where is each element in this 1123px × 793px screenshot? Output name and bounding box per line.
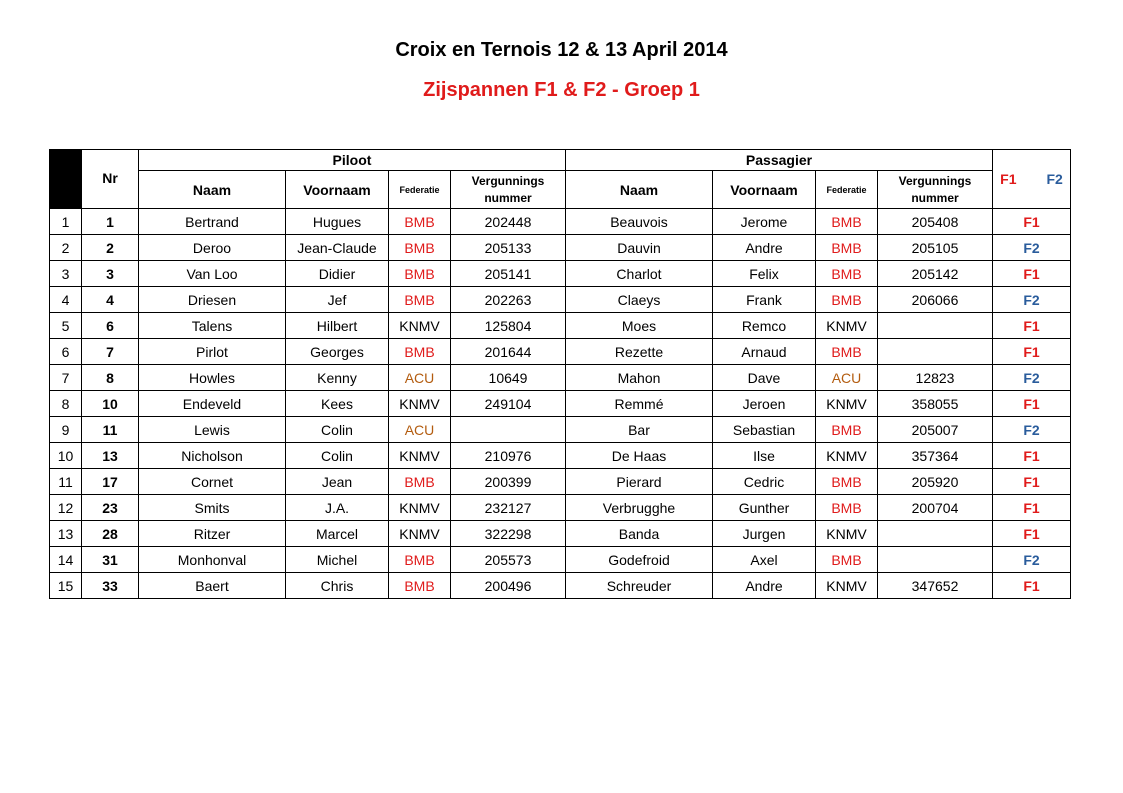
piloot-federatie: BMB xyxy=(389,573,451,599)
table-body xyxy=(50,209,1071,599)
row-class: F1 xyxy=(993,209,1071,235)
row-nr: 2 xyxy=(82,235,139,261)
passagier-federatie: BMB xyxy=(816,261,878,287)
piloot-voornaam: Marcel xyxy=(286,521,389,547)
registration-table xyxy=(49,149,1071,599)
passagier-naam: Charlot xyxy=(566,261,713,287)
header-verg-line2: nummer xyxy=(911,190,959,205)
passagier-voornaam: Andre xyxy=(713,573,816,599)
row-index: 15 xyxy=(50,573,82,599)
piloot-vergunning: 322298 xyxy=(451,521,566,547)
passagier-vergunning xyxy=(878,547,993,573)
passagier-naam: De Haas xyxy=(566,443,713,469)
table-row xyxy=(50,573,1071,599)
header-piloot-voornaam: Voornaam xyxy=(286,171,389,209)
row-index: 1 xyxy=(50,209,82,235)
header-passagier-federatie: Federatie xyxy=(816,171,878,209)
piloot-vergunning: 205573 xyxy=(451,547,566,573)
piloot-vergunning: 10649 xyxy=(451,365,566,391)
row-nr: 6 xyxy=(82,313,139,339)
passagier-federatie: KNMV xyxy=(816,391,878,417)
passagier-naam: Banda xyxy=(566,521,713,547)
piloot-federatie: KNMV xyxy=(389,391,451,417)
passagier-voornaam: Andre xyxy=(713,235,816,261)
row-class: F2 xyxy=(993,287,1071,313)
piloot-vergunning: 200496 xyxy=(451,573,566,599)
piloot-naam: Cornet xyxy=(139,469,286,495)
passagier-vergunning: 206066 xyxy=(878,287,993,313)
row-nr: 23 xyxy=(82,495,139,521)
page-subtitle: Zijspannen F1 & F2 - Groep 1 xyxy=(423,79,700,101)
row-index: 2 xyxy=(50,235,82,261)
row-class: F2 xyxy=(993,235,1071,261)
passagier-federatie: BMB xyxy=(816,417,878,443)
piloot-voornaam: Jef xyxy=(286,287,389,313)
piloot-voornaam: Colin xyxy=(286,417,389,443)
piloot-federatie: BMB xyxy=(389,235,451,261)
passagier-federatie: BMB xyxy=(816,547,878,573)
piloot-voornaam: Chris xyxy=(286,573,389,599)
passagier-federatie: BMB xyxy=(816,235,878,261)
header-black-cell xyxy=(50,150,82,209)
passagier-voornaam: Cedric xyxy=(713,469,816,495)
passagier-vergunning: 205920 xyxy=(878,469,993,495)
row-index: 12 xyxy=(50,495,82,521)
piloot-naam: Endeveld xyxy=(139,391,286,417)
row-class: F1 xyxy=(993,495,1071,521)
row-nr: 33 xyxy=(82,573,139,599)
header-passagier-naam: Naam xyxy=(566,171,713,209)
row-nr: 1 xyxy=(82,209,139,235)
passagier-vergunning: 347652 xyxy=(878,573,993,599)
header-verg-line1: Vergunnings xyxy=(898,173,972,188)
piloot-federatie: KNMV xyxy=(389,443,451,469)
piloot-voornaam: Michel xyxy=(286,547,389,573)
piloot-federatie: KNMV xyxy=(389,521,451,547)
passagier-vergunning: 357364 xyxy=(878,443,993,469)
row-index: 3 xyxy=(50,261,82,287)
table-row xyxy=(50,209,1071,235)
passagier-vergunning: 200704 xyxy=(878,495,993,521)
passagier-vergunning: 358055 xyxy=(878,391,993,417)
page-title: Croix en Ternois 12 & 13 April 2014 xyxy=(395,39,728,61)
passagier-federatie: BMB xyxy=(816,287,878,313)
piloot-federatie: BMB xyxy=(389,261,451,287)
passagier-federatie: BMB xyxy=(816,469,878,495)
passagier-naam: Pierard xyxy=(566,469,713,495)
header-verg-line2: nummer xyxy=(484,190,532,205)
piloot-voornaam: Kees xyxy=(286,391,389,417)
row-index: 6 xyxy=(50,339,82,365)
passagier-naam: Bar xyxy=(566,417,713,443)
piloot-naam: Baert xyxy=(139,573,286,599)
passagier-naam: Moes xyxy=(566,313,713,339)
table-row xyxy=(50,365,1071,391)
header-passagier: Passagier xyxy=(566,150,993,171)
row-class: F2 xyxy=(993,365,1071,391)
row-class: F1 xyxy=(993,261,1071,287)
passagier-federatie: KNMV xyxy=(816,313,878,339)
passagier-vergunning: 205142 xyxy=(878,261,993,287)
header-f1: F1 xyxy=(1000,171,1017,187)
passagier-vergunning xyxy=(878,339,993,365)
passagier-voornaam: Sebastian xyxy=(713,417,816,443)
row-nr: 17 xyxy=(82,469,139,495)
row-nr: 10 xyxy=(82,391,139,417)
piloot-naam: Smits xyxy=(139,495,286,521)
passagier-voornaam: Arnaud xyxy=(713,339,816,365)
piloot-federatie: BMB xyxy=(389,209,451,235)
table-header xyxy=(50,150,1071,209)
row-nr: 3 xyxy=(82,261,139,287)
passagier-federatie: BMB xyxy=(816,339,878,365)
header-f2: F2 xyxy=(1046,171,1063,187)
piloot-vergunning: 232127 xyxy=(451,495,566,521)
row-class: F1 xyxy=(993,521,1071,547)
piloot-federatie: ACU xyxy=(389,417,451,443)
piloot-naam: Bertrand xyxy=(139,209,286,235)
row-index: 5 xyxy=(50,313,82,339)
header-nr: Nr xyxy=(82,150,139,209)
passagier-federatie: BMB xyxy=(816,495,878,521)
passagier-federatie: KNMV xyxy=(816,443,878,469)
row-nr: 7 xyxy=(82,339,139,365)
row-index: 13 xyxy=(50,521,82,547)
piloot-naam: Talens xyxy=(139,313,286,339)
header-passagier-voornaam: Voornaam xyxy=(713,171,816,209)
piloot-federatie: BMB xyxy=(389,547,451,573)
row-index: 9 xyxy=(50,417,82,443)
piloot-naam: Nicholson xyxy=(139,443,286,469)
passagier-voornaam: Jurgen xyxy=(713,521,816,547)
table-row xyxy=(50,287,1071,313)
piloot-federatie: BMB xyxy=(389,287,451,313)
passagier-voornaam: Ilse xyxy=(713,443,816,469)
passagier-voornaam: Jeroen xyxy=(713,391,816,417)
piloot-federatie: KNMV xyxy=(389,313,451,339)
row-nr: 28 xyxy=(82,521,139,547)
piloot-voornaam: Kenny xyxy=(286,365,389,391)
header-piloot-vergunning xyxy=(451,171,566,209)
passagier-vergunning xyxy=(878,313,993,339)
header-verg-line1: Vergunnings xyxy=(471,173,545,188)
piloot-voornaam: Colin xyxy=(286,443,389,469)
row-index: 7 xyxy=(50,365,82,391)
row-nr: 31 xyxy=(82,547,139,573)
passagier-federatie: KNMV xyxy=(816,521,878,547)
row-nr: 13 xyxy=(82,443,139,469)
table-row xyxy=(50,339,1071,365)
row-class: F1 xyxy=(993,339,1071,365)
piloot-naam: Driesen xyxy=(139,287,286,313)
row-class: F2 xyxy=(993,417,1071,443)
piloot-voornaam: Georges xyxy=(286,339,389,365)
table-row xyxy=(50,521,1071,547)
piloot-federatie: BMB xyxy=(389,339,451,365)
piloot-vergunning: 210976 xyxy=(451,443,566,469)
passagier-federatie: KNMV xyxy=(816,573,878,599)
piloot-voornaam: Hugues xyxy=(286,209,389,235)
table-row xyxy=(50,547,1071,573)
piloot-vergunning: 202263 xyxy=(451,287,566,313)
piloot-naam: Howles xyxy=(139,365,286,391)
piloot-naam: Van Loo xyxy=(139,261,286,287)
piloot-naam: Deroo xyxy=(139,235,286,261)
passagier-naam: Claeys xyxy=(566,287,713,313)
piloot-voornaam: J.A. xyxy=(286,495,389,521)
header-piloot-naam: Naam xyxy=(139,171,286,209)
row-index: 14 xyxy=(50,547,82,573)
passagier-vergunning: 205007 xyxy=(878,417,993,443)
passagier-voornaam: Remco xyxy=(713,313,816,339)
piloot-voornaam: Jean-Claude xyxy=(286,235,389,261)
table-row xyxy=(50,261,1071,287)
piloot-naam: Ritzer xyxy=(139,521,286,547)
row-class: F2 xyxy=(993,547,1071,573)
passagier-voornaam: Axel xyxy=(713,547,816,573)
row-index: 10 xyxy=(50,443,82,469)
table-row xyxy=(50,443,1071,469)
table-row xyxy=(50,417,1071,443)
piloot-vergunning: 205141 xyxy=(451,261,566,287)
piloot-vergunning: 202448 xyxy=(451,209,566,235)
piloot-voornaam: Didier xyxy=(286,261,389,287)
passagier-vergunning xyxy=(878,521,993,547)
piloot-naam: Lewis xyxy=(139,417,286,443)
passagier-voornaam: Felix xyxy=(713,261,816,287)
header-piloot: Piloot xyxy=(139,150,566,171)
passagier-naam: Beauvois xyxy=(566,209,713,235)
passagier-naam: Verbrugghe xyxy=(566,495,713,521)
row-index: 8 xyxy=(50,391,82,417)
row-class: F1 xyxy=(993,573,1071,599)
passagier-voornaam: Dave xyxy=(713,365,816,391)
row-class: F1 xyxy=(993,443,1071,469)
piloot-naam: Pirlot xyxy=(139,339,286,365)
passagier-voornaam: Gunther xyxy=(713,495,816,521)
passagier-federatie: BMB xyxy=(816,209,878,235)
row-class: F1 xyxy=(993,469,1071,495)
passagier-vergunning: 12823 xyxy=(878,365,993,391)
row-class: F1 xyxy=(993,313,1071,339)
piloot-federatie: BMB xyxy=(389,469,451,495)
table-row xyxy=(50,235,1071,261)
piloot-federatie: KNMV xyxy=(389,495,451,521)
table-row xyxy=(50,469,1071,495)
header-piloot-federatie: Federatie xyxy=(389,171,451,209)
passagier-voornaam: Jerome xyxy=(713,209,816,235)
passagier-naam: Mahon xyxy=(566,365,713,391)
passagier-naam: Remmé xyxy=(566,391,713,417)
piloot-vergunning: 205133 xyxy=(451,235,566,261)
piloot-vergunning: 200399 xyxy=(451,469,566,495)
row-nr: 8 xyxy=(82,365,139,391)
piloot-voornaam: Hilbert xyxy=(286,313,389,339)
table-row xyxy=(50,391,1071,417)
passagier-federatie: ACU xyxy=(816,365,878,391)
passagier-naam: Schreuder xyxy=(566,573,713,599)
table-row xyxy=(50,495,1071,521)
passagier-naam: Rezette xyxy=(566,339,713,365)
table-row xyxy=(50,313,1071,339)
piloot-vergunning: 201644 xyxy=(451,339,566,365)
row-index: 11 xyxy=(50,469,82,495)
piloot-vergunning: 125804 xyxy=(451,313,566,339)
header-class xyxy=(993,150,1071,209)
piloot-federatie: ACU xyxy=(389,365,451,391)
piloot-voornaam: Jean xyxy=(286,469,389,495)
passagier-vergunning: 205105 xyxy=(878,235,993,261)
piloot-vergunning xyxy=(451,417,566,443)
header-passagier-vergunning xyxy=(878,171,993,209)
piloot-vergunning: 249104 xyxy=(451,391,566,417)
passagier-voornaam: Frank xyxy=(713,287,816,313)
piloot-naam: Monhonval xyxy=(139,547,286,573)
passagier-vergunning: 205408 xyxy=(878,209,993,235)
passagier-naam: Godefroid xyxy=(566,547,713,573)
row-nr: 11 xyxy=(82,417,139,443)
row-class: F1 xyxy=(993,391,1071,417)
row-nr: 4 xyxy=(82,287,139,313)
passagier-naam: Dauvin xyxy=(566,235,713,261)
row-index: 4 xyxy=(50,287,82,313)
